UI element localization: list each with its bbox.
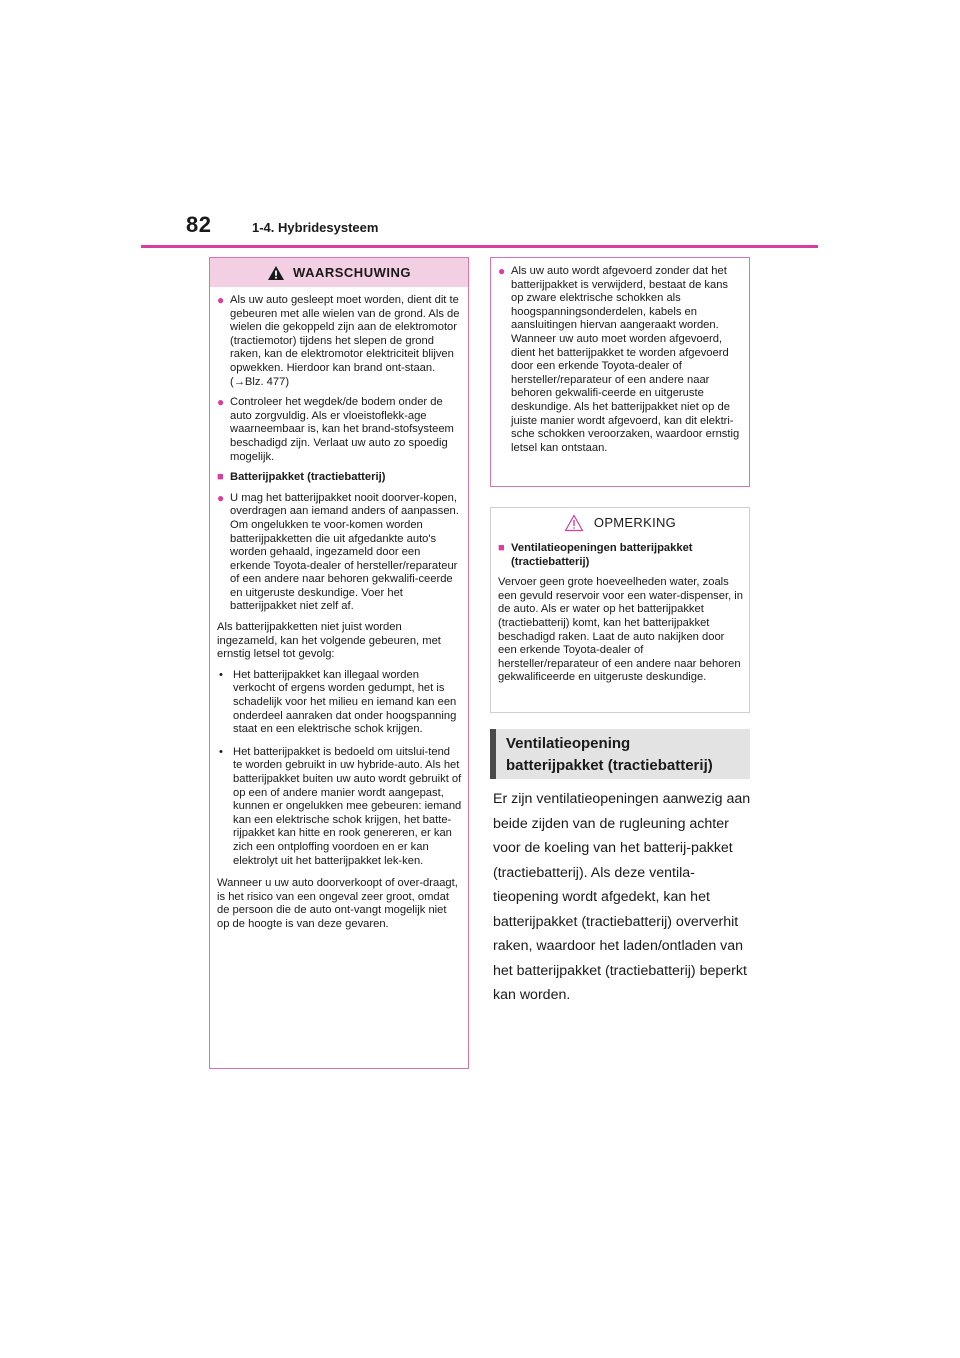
note-title: OPMERKING <box>593 515 677 530</box>
warning-dash-text: Het batterijpakket is bedoeld om uitslui-tend te worden gebruikt in uw hybride-auto. Als het batterijpakket buiten uw auto wordt gebruikt of op een of andere manier wordt aangepast, kunnen er ongelukken mee gebeuren: iemand kan een elektrische schok krijgen, het batte-rijpakket kan hitte en rook genereren, er kan zich een ontploffing voordoen en er kan elektrolyt uit het batterijpakket lek-ken. <box>233 745 462 867</box>
warning-subheading <box>217 471 462 485</box>
header-rule <box>141 245 818 248</box>
warning-dash-item <box>217 669 462 737</box>
note-subheading-text: Ventilatieopeningen batterijpakket (tractiebatterij) <box>511 542 693 568</box>
warning-bullet-text: Controleer het wegdek/de bodem onder de auto zorgvuldig. Als er vloeistoflekk-age waarneembaar is, kan het brand-stofsysteem beschadigd zijn. Verlaat uw auto zo spoedig mogelijk. <box>230 396 454 463</box>
note-box <box>490 507 750 713</box>
warning-bullet <box>217 294 462 389</box>
warning-bullet-text: Als uw auto gesleept moet worden, dient dit te gebeuren met alle wielen van de grond. Als de wielen die gekoppeld zijn aan de elektromotor (tractiemotor) tijdens het slepen de grond raken, kan de elektromotor elektriciteit blijven opwekken. Hierdoor kan brand ont-staan. (→Blz. 477) <box>230 294 460 388</box>
note-subheading <box>498 542 743 569</box>
bullet-dot-icon: ● <box>217 293 225 307</box>
square-bullet-icon: ■ <box>498 542 505 554</box>
warning-dash-item <box>217 746 462 868</box>
warning-box <box>209 257 469 1069</box>
bullet-dot-icon: ● <box>217 490 225 505</box>
feature-heading <box>490 729 750 779</box>
caution-triangle-icon <box>564 514 584 532</box>
feature-body-text: Er zijn ventilatieopeningen aanwezig aan beide zijden van de rugleuning achter voor de koeling van het batterij-pakket (tractiebatterij). Als deze ventila-tieopening wordt afgedekt, kan het batterijpakket (tractiebatterij) oververhit raken, waardoor het laden/ontladen van het batterijpakket (tractiebatterij) beperkt kan worden. <box>493 791 751 1003</box>
warning-continuation-box <box>490 257 750 487</box>
warning-bullet <box>217 396 462 464</box>
feature-heading-line: Ventilatieopening <box>506 735 631 752</box>
section-title: 1-4. Hybridesysteem <box>252 220 379 235</box>
warning-paragraph: Wanneer u uw auto doorverkoopt of over-draagt, is het risico van een ongeval zeer groot, omdat de persoon die de auto ont-vangt mogelijk niet op de hoogte is van deze gevaren. <box>217 877 458 930</box>
feature-heading-line: batterijpakket (tractiebatterij) <box>506 757 713 774</box>
page-number: 82 <box>186 212 212 237</box>
warning-bullet <box>498 265 743 455</box>
warning-paragraph: Als batterijpakketten niet juist worden ingezameld, kan het volgende gebeuren, met ernstig letsel tot gevolg: <box>217 621 441 661</box>
warning-triangle-icon <box>267 265 285 281</box>
warning-dash-text: Het batterijpakket kan illegaal worden verkocht of ergens worden gedumpt, het is schadelijk voor het milieu en iemand kan een onderdeel aanraken dat onder hoogspanning staat en een elektrische schok krijgen. <box>233 668 457 736</box>
warning-subheading-text: Batterijpakket (tractiebatterij) <box>230 471 386 484</box>
warning-bullet-text: Als uw auto wordt afgevoerd zonder dat het batterijpakket is verwijderd, bestaat de kans op zware elektrische schokken als hoogspanningsonderdelen, kabels en aansluitingen hiervan aangeraakt worden. Wanneer uw auto moet worden afgevoerd, dient het batterijpakket te worden afgevoerd door een erkende Toyota-dealer of hersteller/reparateur of een andere naar behoren gekwalifi-ceerde en uitgeruste deskundige. Als het batterijpakket niet op de juiste manier wordt afgevoerd, kan dit elektri-sche schokken veroorzaken, waardoor ernstig letsel kan ontstaan. <box>511 265 740 454</box>
warning-header <box>210 258 468 287</box>
bullet-dot-icon: ● <box>498 264 506 278</box>
square-bullet-icon: ■ <box>217 471 224 484</box>
warning-bullet <box>217 492 462 614</box>
dash-bullet-icon: • <box>219 668 223 681</box>
warning-bullet-text: U mag het batterijpakket nooit doorver-kopen, overdragen aan iemand anders of aanpassen. Om ongelukken te voor-komen worden batterijpakketten die uit afgedankte auto's worden gehaald, ingezameld door een erkende Toyota-dealer of hersteller/reparateur of een andere naar behoren gekwalifi-ceerde en uitgeruste deskundige. Voer het batterijpakket niet zelf af. <box>230 491 459 613</box>
dash-bullet-icon: • <box>219 745 223 758</box>
note-paragraph: Vervoer geen grote hoeveelheden water, zoals een gevuld reservoir voor een water-dispenser, in de auto. Als er water op het batterijpakket (tractiebatterij) komt, kan het batterijpakket beschadigd raken. Laat de auto nakijken door een erkende Toyota-dealer of hersteller/reparateur of een andere naar behoren gekwalificeerde en uitgeruste deskundige. <box>498 576 744 684</box>
note-header <box>491 508 749 537</box>
bullet-dot-icon: ● <box>217 395 225 410</box>
warning-title: WAARSCHUWING <box>293 265 411 280</box>
